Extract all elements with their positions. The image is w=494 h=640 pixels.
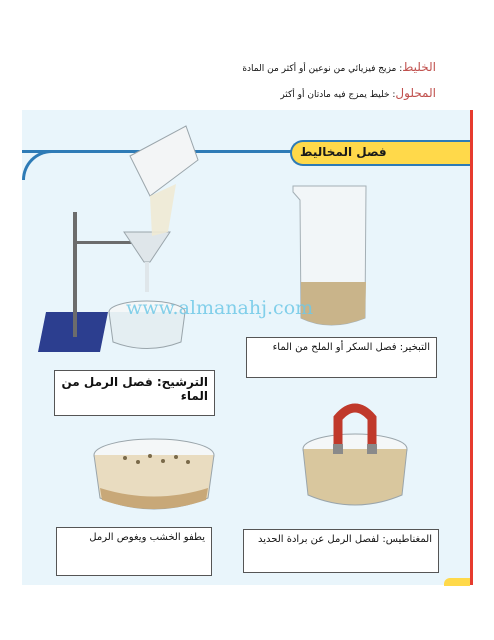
filter-funnel [124, 232, 170, 262]
term-solution: المحلول [395, 86, 436, 100]
definition-mixture-text: مزيج فيزيائي من نوعين أو أكثر من المادة [242, 64, 400, 74]
definition-mixture: الخليط: مزيج فيزيائي من نوعين أو أكثر من المادة [242, 60, 436, 74]
stand-rod [73, 212, 77, 337]
magnet-pole-left [333, 444, 343, 454]
dish-magnet [303, 449, 407, 505]
caption-evaporation: التبخير: فصل السكر أو الملح من الماء [246, 337, 437, 378]
section-title: فصل المخاليط [300, 145, 387, 159]
stand-arm [74, 241, 138, 244]
caption-floating: يطفو الخشب ويغوص الرمل [56, 527, 212, 576]
floating-illustration [94, 439, 214, 509]
magnet-pole-right [367, 444, 377, 454]
term-mixture: الخليط [402, 60, 436, 74]
funnel-stem [145, 262, 149, 292]
next-section-tab [444, 578, 470, 586]
magnet-illustration [303, 408, 407, 505]
definition-solution: المحلول: خليط يمزج فيه مادتان أو أكثر [280, 86, 436, 100]
definition-solution-text: خليط يمزج فيه مادتان أو أكثر [280, 90, 393, 100]
caption-magnet: المغناطيس: لفصل الرمل عن برادة الحديد [243, 529, 439, 573]
pouring-beaker [130, 126, 198, 196]
watermark: www.almanahj.com [126, 297, 314, 319]
caption-filtration: الترشيح: فصل الرمل من الماء [54, 370, 215, 416]
